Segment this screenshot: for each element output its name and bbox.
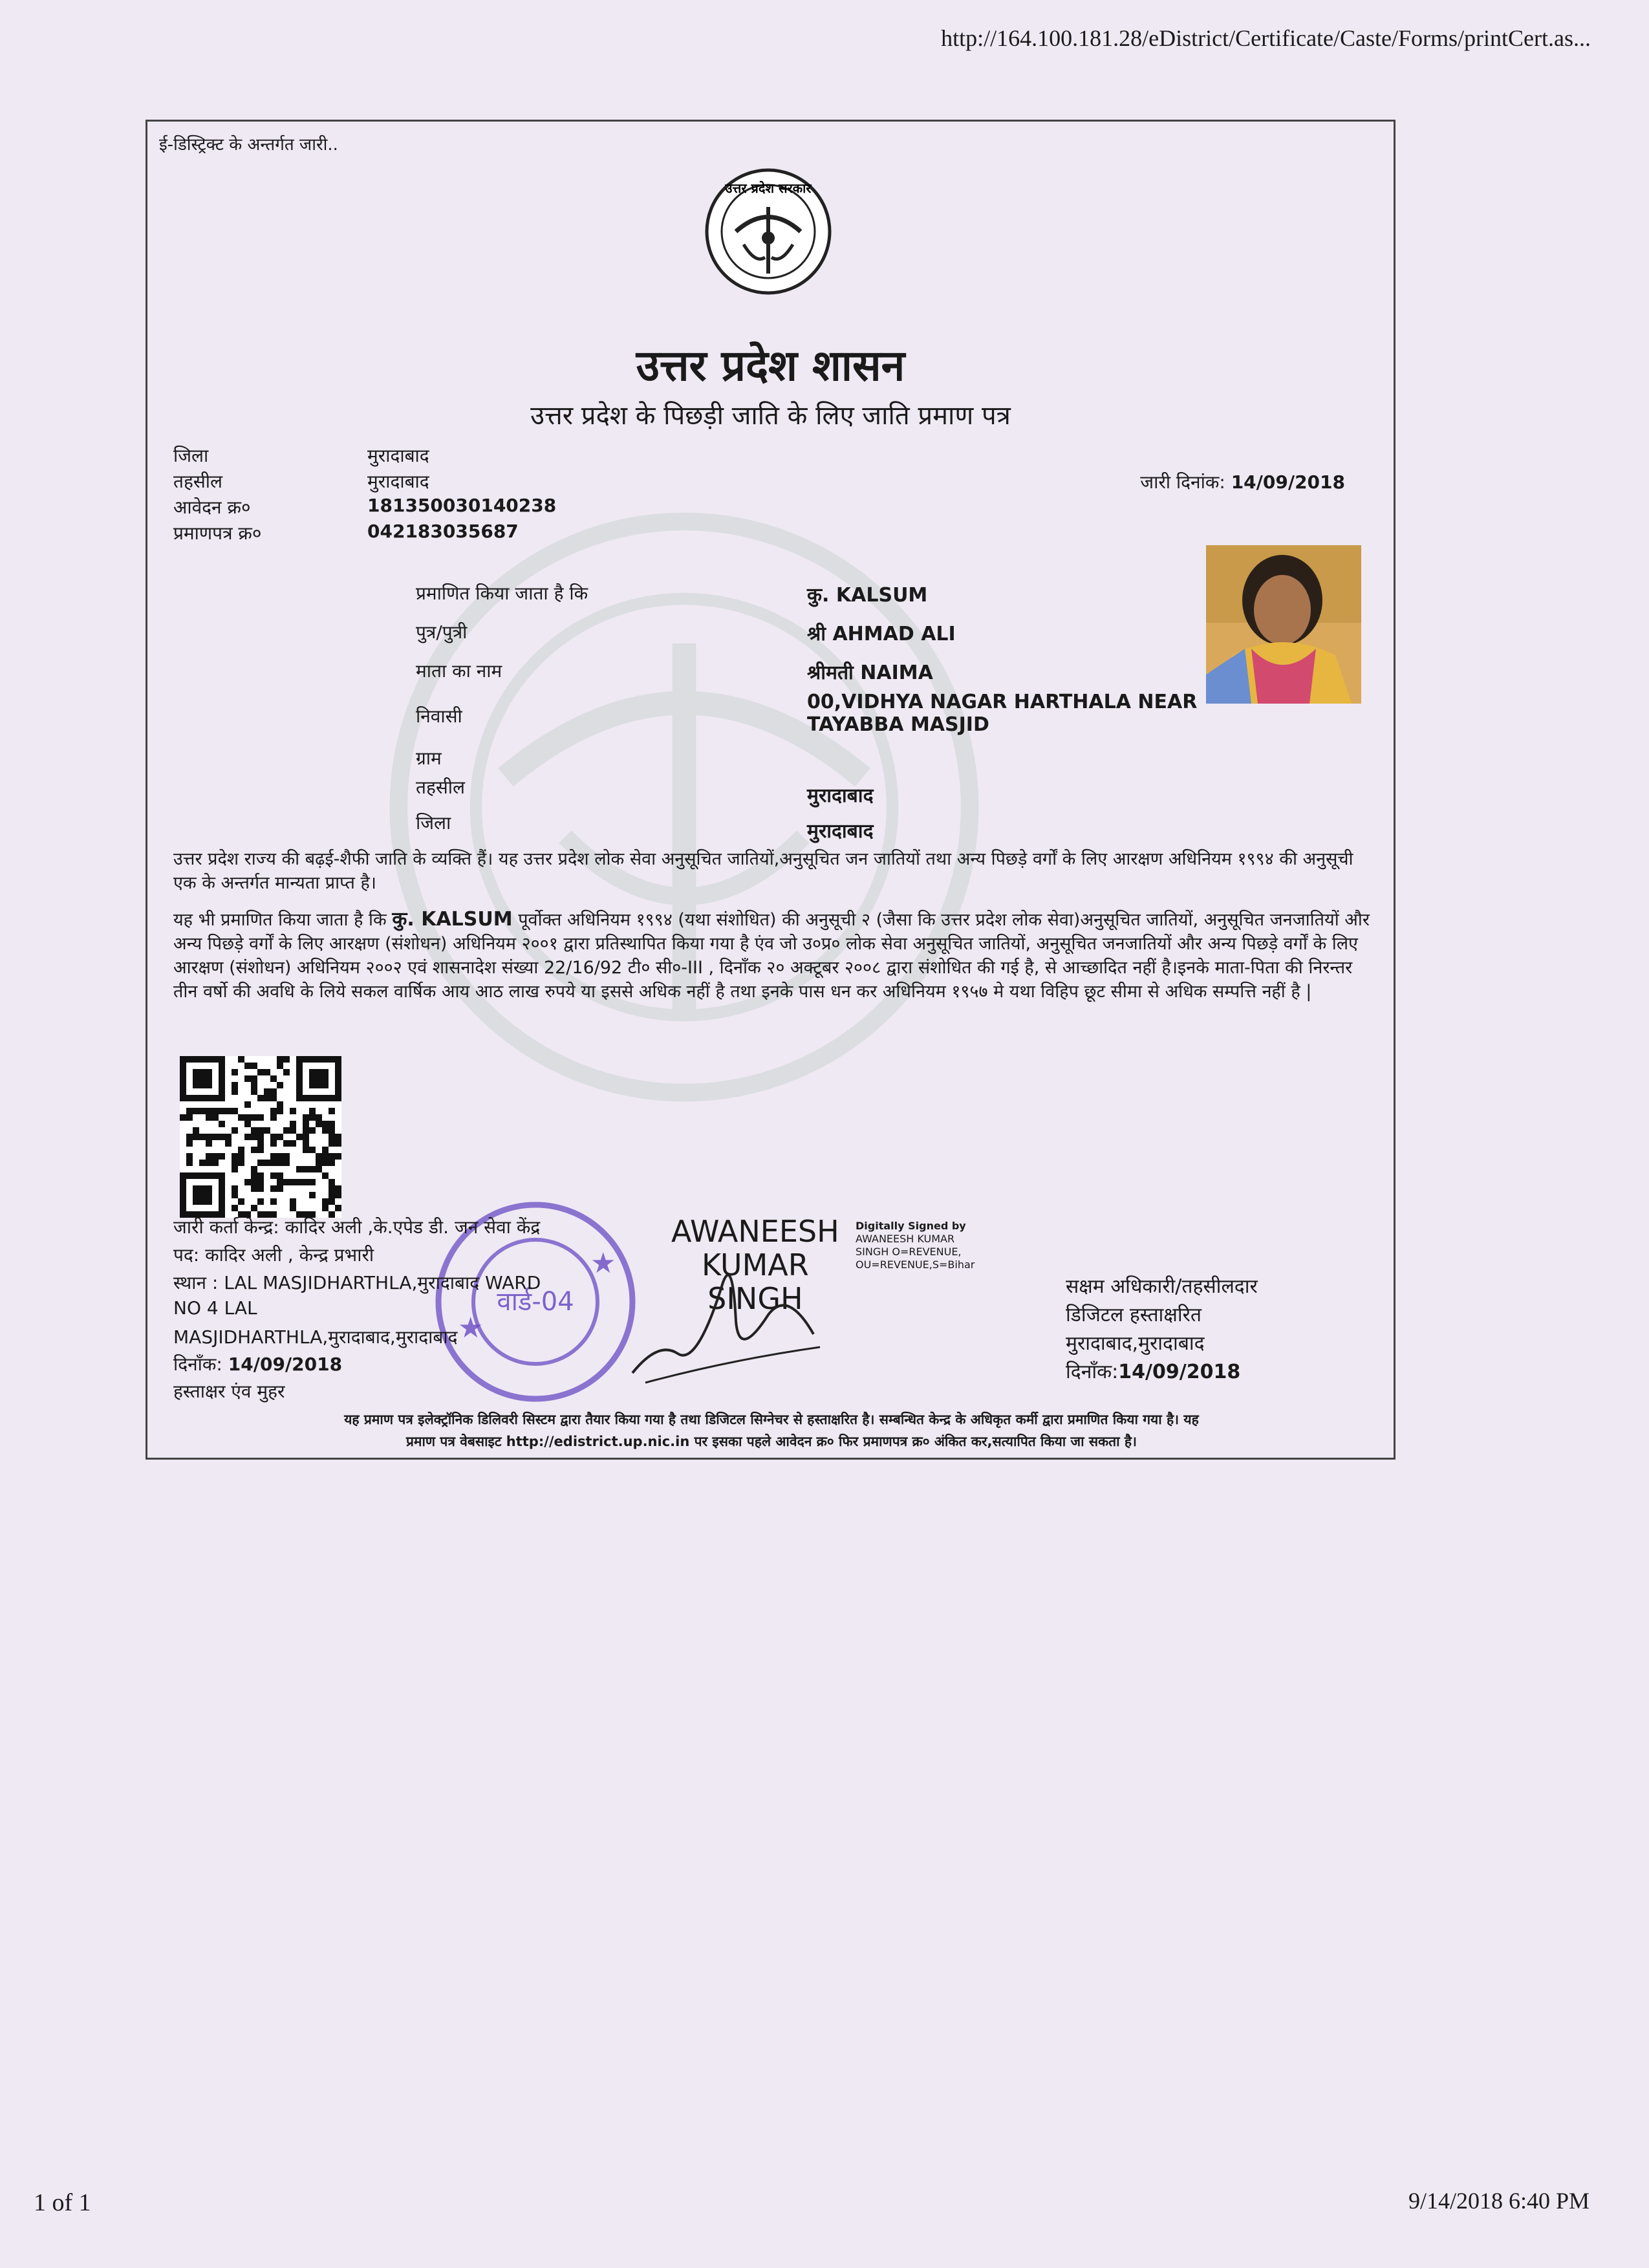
certify-label: प्रमाणित किया जाता है कि bbox=[416, 583, 588, 604]
digital-sign-line-2: AWANEESH KUMAR bbox=[856, 1233, 955, 1245]
svg-text:★: ★ bbox=[458, 1312, 484, 1345]
resident-district-label: जिला bbox=[416, 812, 451, 834]
tehsil-value: मुरादाबाद bbox=[367, 471, 429, 492]
print-timestamp: 9/14/2018 6:40 PM bbox=[1408, 2188, 1590, 2214]
issue-date-label: जारी दिनांक: bbox=[1140, 471, 1225, 493]
signer-name-line-3: SINGH bbox=[707, 1281, 803, 1316]
certificate-no-label: प्रमाणपत्र क्र० bbox=[173, 523, 262, 544]
issue-date-value: 14/09/2018 bbox=[1231, 471, 1345, 493]
issuer-date bbox=[173, 1352, 342, 1376]
parent-label: पुत्र/पुत्री bbox=[416, 621, 468, 643]
authority-digital-sign: डिजिटल हस्ताक्षरित bbox=[1066, 1304, 1202, 1326]
para2-body: पूर्वोक्त अधिनियम १९९४ (यथा संशोधित) की अनुसूची २ (जैसा कि उत्तर प्रदेश लोक सेवा)अनुसूचित जातियों, अनुसूचित जनजातियों और अन्य पिछड़े वर्गों के लिए आरक्षण (संशोधन) अधिनियम २००१ द्वारा प्रतिस्थापित किया गया है एंव जो उ०प्र० लोक सेवा अनुसूचित जातियों, अनुसूचित जनजातियों और अन्य पिछड़े वर्गों के लिए आरक्षण (संशोधन) अधिनियम २००२ एवं शासनादेश संख्या 22/16/92 टी० सी०-III , दिनाँक २० अक्टूबर २००८ द्वारा संशोधित की गई है, से आच्छादित नहीं है।इनके माता-पिता की निरन्तर तीन वर्षो की अवधि के लिये सकल वार्षिक आय आठ लाख रुपये या इससे अधिक नहीं है तथा इनके पास धन कर अधिनियम १९५७ मे यथा विहिप छूट सीमा से अधिक सम्पत्ति नहीं है | bbox=[173, 910, 1370, 1002]
page-url: http://164.100.181.28/eDistrict/Certificate/Caste/Forms/printCert.as... bbox=[941, 25, 1591, 51]
authority-date bbox=[1066, 1358, 1258, 1387]
issuer-place-line-2: NO 4 LAL bbox=[173, 1297, 257, 1319]
issuer-place-line-3: MASJIDHARTHLA,मुरादाबाद,मुरादाबाद bbox=[173, 1326, 458, 1348]
mother-name: श्रीमती NAIMA bbox=[807, 662, 933, 684]
digital-sign-line-4: OU=REVENUE,S=Bihar bbox=[856, 1258, 975, 1271]
issuer-date-value: 14/09/2018 bbox=[228, 1354, 343, 1375]
issuer-date-label: दिनाँक: bbox=[173, 1354, 222, 1375]
district-value: मुरादाबाद bbox=[367, 445, 429, 466]
authority-designation: सक्षम अधिकारी/तहसीलदार bbox=[1066, 1275, 1258, 1298]
signer-name-line-1: AWANEESH bbox=[671, 1214, 839, 1249]
father-name: श्री AHMAD ALI bbox=[807, 623, 956, 645]
caste-certificate bbox=[146, 120, 1396, 1460]
application-no-label: आवेदन क्र० bbox=[173, 497, 251, 518]
para2-prefix: यह भी प्रमाणित किया जाता है कि bbox=[173, 910, 387, 930]
up-government-emblem-icon bbox=[704, 167, 833, 296]
issuer-post: पद: कादिर अली , केन्द्र प्रभारी bbox=[173, 1244, 374, 1266]
verification-note bbox=[186, 1409, 1357, 1453]
district-label: जिला bbox=[173, 445, 209, 466]
authority-date-value: 14/09/2018 bbox=[1118, 1361, 1241, 1383]
resident-tehsil-value: मुरादाबाद bbox=[807, 784, 874, 807]
issuer-place-line-1: स्थान : LAL MASJIDHARTHLA,मुरादाबाद WARD bbox=[173, 1272, 541, 1293]
resident-district-value: मुरादाबाद bbox=[807, 820, 874, 843]
note-line-2: प्रमाण पत्र वेबसाइट http://edistrict.up.nic.in पर इसका पहले आवेदन क्र० फिर प्रमाणपत्र क्र० अंकित कर,सत्यापित किया जा सकता है। bbox=[405, 1434, 1137, 1449]
digital-signature-details bbox=[856, 1220, 975, 1271]
digital-sign-line-3: SINGH O=REVENUE, bbox=[856, 1246, 962, 1258]
certificate-subtitle: उत्तर प्रदेश के पिछड़ी जाति के लिए जाति प्रमाण पत्र bbox=[530, 401, 1011, 431]
resident-label: निवासी bbox=[416, 706, 462, 727]
applicant-photo bbox=[1206, 545, 1361, 704]
para2-name: कु. KALSUM bbox=[392, 908, 513, 931]
svg-text:★: ★ bbox=[590, 1247, 616, 1280]
qr-code bbox=[180, 1056, 341, 1218]
authority-date-label: दिनाँक: bbox=[1066, 1361, 1119, 1383]
edistrict-note: ई-डिस्ट्रिक्ट के अन्तर्गत जारी.. bbox=[159, 135, 338, 155]
village-label: ग्राम bbox=[416, 748, 442, 769]
application-no-value: 181350030140238 bbox=[367, 495, 557, 516]
certificate-no-value: 042183035687 bbox=[367, 521, 519, 542]
mother-label: माता का नाम bbox=[416, 660, 502, 682]
caste-paragraph: उत्तर प्रदेश राज्य की बढ़ई-शैफी जाति के व्यक्ति हैं। यह उत्तर प्रदेश लोक सेवा अनुसूचित जातियों,अनुसूचित जन जातियों तथा अन्य पिछड़े वर्गों के लिए आरक्षण अधिनियम १९९४ की अनुसूची एक के अन्तर्गत मान्यता प्राप्त है। bbox=[173, 849, 1353, 893]
handwritten-signature bbox=[620, 1244, 833, 1392]
authority-place: मुरादाबाद,मुरादाबाद bbox=[1066, 1332, 1205, 1355]
sign-and-seal-label: हस्ताक्षर एंव मुहर bbox=[173, 1381, 285, 1402]
tehsil-label: तहसील bbox=[173, 471, 222, 492]
address-line-1: 00,VIDHYA NAGAR HARTHALA NEAR bbox=[807, 691, 1198, 713]
issuing-centre: जारी कर्ता केन्द्र: कादिर अली ,के.एपेड डी. जन सेवा केंद्र bbox=[173, 1216, 541, 1238]
digital-sign-line-1: Digitally Signed by bbox=[856, 1220, 966, 1232]
applicant-name: कु. KALSUM bbox=[807, 584, 928, 607]
resident-tehsil-label: तहसील bbox=[416, 777, 465, 798]
stamp-text: वार्ड-04 bbox=[497, 1287, 574, 1317]
emblem-label: उत्तर प्रदेश सरकार bbox=[725, 180, 812, 196]
authority-block bbox=[1066, 1273, 1258, 1387]
page-count: 1 of 1 bbox=[34, 2189, 91, 2216]
signer-name-line-2: KUMAR bbox=[702, 1247, 809, 1282]
certification-paragraph bbox=[173, 907, 1376, 1004]
issue-date bbox=[1140, 470, 1345, 494]
note-line-1: यह प्रमाण पत्र इलेक्ट्रॉनिक डिलिवरी सिस्टम द्वारा तैयार किया गया है तथा डिजिटल सिग्नेचर से हस्ताक्षरित है। सम्बन्धित केन्द्र के अधिकृत कर्मी द्वारा प्रमाणित किया गया है। यह bbox=[344, 1412, 1199, 1427]
certificate-title: उत्तर प्रदेश शासन bbox=[636, 341, 905, 391]
address-line-2: TAYABBA MASJID bbox=[807, 713, 989, 736]
